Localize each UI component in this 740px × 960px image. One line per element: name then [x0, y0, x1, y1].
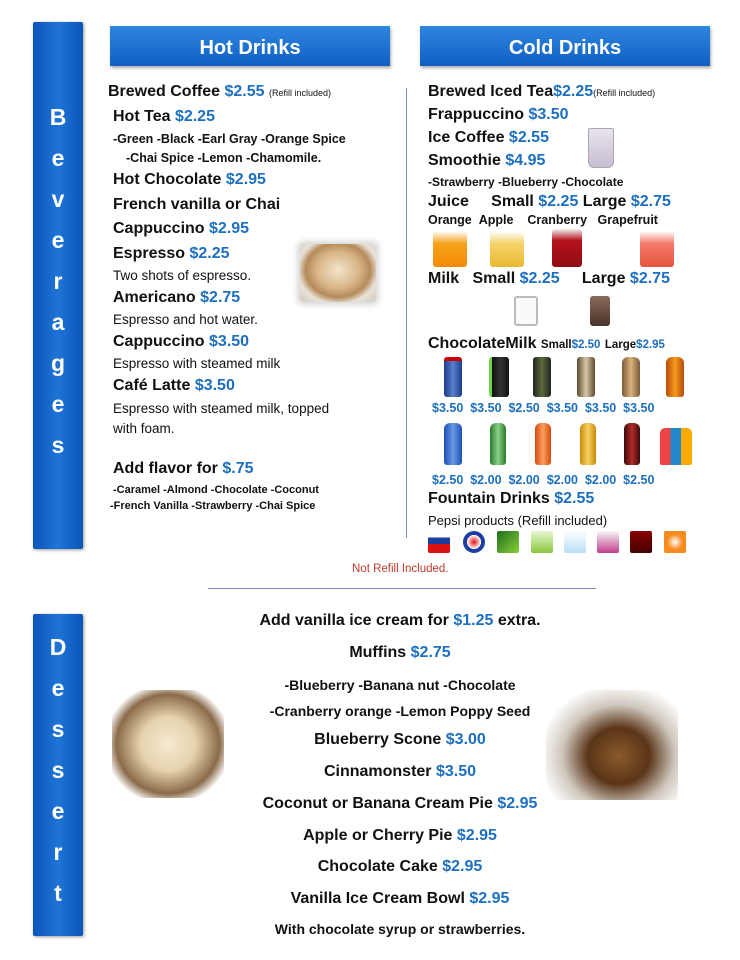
sidebar-letter: e [51, 391, 65, 417]
smoothie-flavors: -Strawberry -Blueberry -Chocolate [428, 175, 624, 189]
menu-item-brewed-coffee: Brewed Coffee $2.55 (Refill included) [108, 83, 332, 100]
sidebar-letter: s [51, 757, 65, 783]
muffin-flavors-line-2: -Cranberry orange -Lemon Poppy Seed [269, 703, 531, 719]
beverages-sidebar [33, 22, 83, 549]
lemonade-logo-icon [564, 531, 586, 553]
fountain-note: Pepsi products (Refill included) [428, 513, 608, 528]
tea-flavors-line-2: -Chai Spice -Lemon -Chamomile. [126, 151, 322, 165]
energy-can [533, 357, 551, 397]
flavor-list-line-2: -French Vanilla -Strawberry -Chai Spice [110, 500, 316, 512]
sidebar-letter: t [54, 880, 62, 906]
menu-item-cinnamonster: Cinnamonster $3.50 [323, 763, 477, 780]
green-soda-bottle [490, 423, 506, 465]
menu-item-ice-coffee: Ice Coffee $2.55 [428, 129, 549, 146]
cappuccino-description: Espresso with steamed milk [113, 356, 281, 371]
grapefruit-juice-image [640, 231, 674, 267]
menu-item-fruit-pie: Apple or Cherry Pie $2.95 [303, 827, 497, 844]
coffee-drink-bottle [577, 357, 595, 397]
menu-item-hot-tea: Hot Tea $2.25 [113, 108, 215, 125]
sidebar-letter: r [53, 268, 63, 294]
sidebar-letter: B [49, 104, 67, 130]
can-prices-row-1: $3.50 $3.50 $2.50 $3.50 $3.50 $3.50 [432, 401, 655, 415]
muffin-and-coffee-photo [546, 690, 678, 800]
cream-soda-bottle [580, 423, 596, 465]
not-refill-note: Not Refill Included. [352, 563, 449, 575]
menu-item-ice-cream-bowl: Vanilla Ice Cream Bowl $2.95 [290, 890, 510, 907]
apple-juice-image [490, 231, 524, 267]
menu-item-juice: Juice Small $2.25 Large $2.75 [428, 193, 671, 210]
cranberry-juice-image [552, 229, 582, 267]
cappuccino-photo [300, 244, 376, 302]
sidebar-letter: e [51, 145, 65, 171]
sidebar-letter: g [50, 350, 66, 376]
sidebar-letter: s [51, 432, 65, 458]
chocolate-milk-image [590, 296, 610, 326]
sidebar-letter: D [49, 634, 67, 660]
flavor-list-line-1: -Caramel -Almond -Chocolate -Coconut [113, 484, 319, 496]
smoothie-cup-image [588, 128, 614, 168]
sidebar-letter: v [51, 186, 65, 212]
americano-description: Espresso and hot water. [113, 312, 258, 327]
orange-soda-bottle [535, 423, 551, 465]
monster-can [489, 357, 509, 397]
ice-cream-sundae-photo [112, 690, 224, 798]
diet-pepsi-logo-icon [463, 531, 485, 553]
juice-flavors: Orange Apple Cranberry Grapefruit [428, 213, 658, 227]
water-bottle [444, 423, 462, 465]
orange-juice-image [433, 231, 467, 267]
tea-flavors-line-1: -Green -Black -Earl Gray -Orange Spice [113, 132, 346, 146]
latte-description-line-1: Espresso with steamed milk, topped [113, 401, 330, 416]
iced-tea-bottle [666, 357, 684, 397]
menu-item-fountain-drinks: Fountain Drinks $2.55 [428, 490, 595, 507]
sidebar-letter: a [51, 309, 65, 335]
section-divider [208, 588, 596, 589]
pink-lemonade-logo-icon [597, 531, 619, 553]
gatorade-bottles [660, 428, 692, 465]
menu-item-cafe-latte: Café Latte $3.50 [113, 377, 235, 394]
menu-item-frappuccino: Frappuccino $3.50 [428, 106, 569, 123]
latte-description-line-2: with foam. [113, 421, 175, 436]
menu-item-milk: Milk Small $2.25 Large $2.75 [428, 270, 670, 287]
pepsi-logo-icon [428, 531, 450, 553]
cold-drinks-header: Cold Drinks [420, 26, 710, 66]
menu-item-chocolate-cake: Chocolate Cake $2.95 [317, 858, 483, 875]
menu-item-americano: Americano $2.75 [113, 289, 241, 306]
ice-cream-bowl-note: With chocolate syrup or strawberries. [274, 921, 526, 937]
column-divider [406, 88, 407, 538]
frappuccino-bottle [622, 357, 640, 397]
sierra-mist-logo-icon [531, 531, 553, 553]
dessert-sidebar [33, 614, 83, 936]
muffin-flavors-line-1: -Blueberry -Banana nut -Chocolate [284, 677, 516, 693]
cola-bottle [624, 423, 640, 465]
menu-item-ice-cream-addon: Add vanilla ice cream for $1.25 extra. [259, 612, 541, 629]
sidebar-letter: e [51, 675, 65, 701]
menu-item-cappuccino-2: Cappuccino $3.50 [113, 333, 250, 350]
crush-logo-icon [664, 531, 686, 553]
menu-item-hot-chocolate: Hot Chocolate $2.95 [113, 171, 266, 188]
milk-small-image [514, 296, 538, 326]
mountain-dew-logo-icon [497, 531, 519, 553]
menu-item-french-vanilla: French vanilla or Chai [113, 196, 281, 213]
menu-item-muffins: Muffins $2.75 [349, 644, 451, 661]
dr-pepper-logo-icon [630, 531, 652, 553]
sidebar-letter: s [51, 716, 65, 742]
menu-item-smoothie: Smoothie $4.95 [428, 152, 546, 169]
menu-item-blueberry-scone: Blueberry Scone $3.00 [314, 731, 486, 748]
menu-item-cream-pie: Coconut or Banana Cream Pie $2.95 [262, 795, 538, 812]
red-bull-can [444, 357, 462, 397]
can-prices-row-2: $2.50 $2.00 $2.00 $2.00 $2.00 $2.50 [432, 473, 655, 487]
sidebar-letter: e [51, 227, 65, 253]
sidebar-letter: e [51, 798, 65, 824]
menu-item-espresso: Espresso $2.25 [113, 245, 230, 262]
menu-item-iced-tea: Brewed Iced Tea$2.25(Refill included) [428, 83, 656, 100]
espresso-description: Two shots of espresso. [113, 268, 252, 283]
menu-item-chocolate-milk: ChocolateMilk Small$2.50 Large$2.95 [428, 335, 665, 352]
menu-item-cappuccino: Cappuccino $2.95 [113, 220, 250, 237]
menu-item-add-flavor: Add flavor for $.75 [113, 460, 254, 477]
hot-drinks-header: Hot Drinks [110, 26, 390, 66]
sidebar-letter: r [53, 839, 63, 865]
